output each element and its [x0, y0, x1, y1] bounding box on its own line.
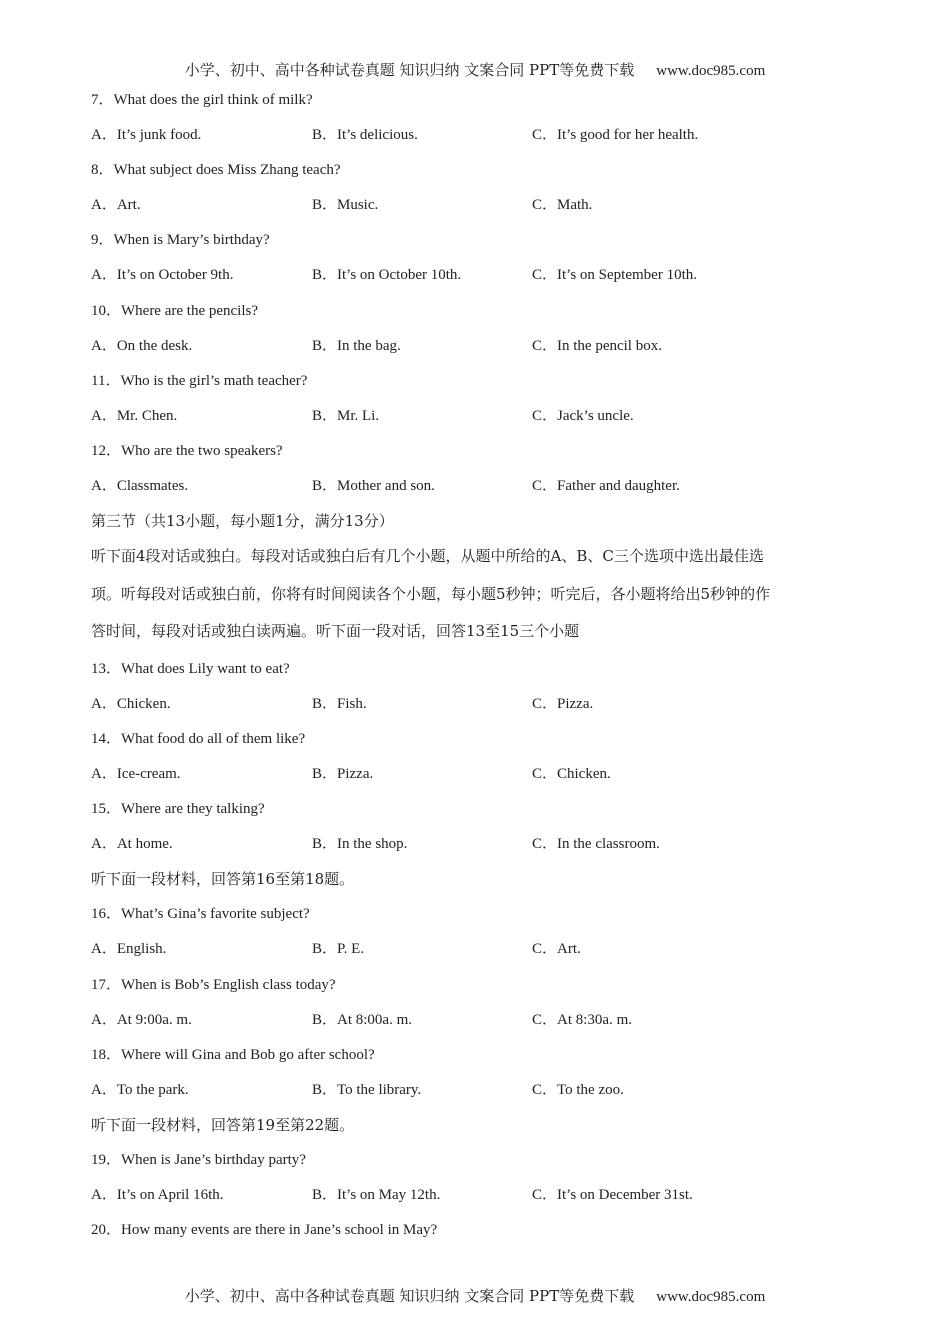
- options-7: [91, 124, 871, 159]
- option-a: A．It’s junk food.: [91, 127, 202, 144]
- option-c: C．It’s on December 31st.: [532, 1187, 693, 1204]
- option-a: A．It’s on April 16th.: [91, 1187, 224, 1204]
- option-a: A．Ice-cream.: [91, 766, 181, 782]
- page-header: [0, 59, 950, 80]
- option-a: A．Classmates.: [91, 478, 189, 495]
- question-15: 15．Where are they talking?: [91, 801, 265, 818]
- question-9: 9．When is Mary’s birthday?: [91, 232, 270, 249]
- option-b: B．In the shop.: [312, 836, 408, 853]
- question-7: 7．What does the girl think of milk?: [91, 92, 313, 108]
- option-c: C．Pizza.: [532, 695, 594, 712]
- option-a: A．Art.: [91, 197, 141, 214]
- option-c: C．Chicken.: [532, 766, 611, 782]
- option-c: C．It’s on September 10th.: [532, 267, 697, 284]
- option-b: B．Music.: [312, 197, 379, 214]
- option-b: B．P. E.: [312, 941, 365, 958]
- question-16: 16．What’s Gina’s favorite subject?: [91, 906, 310, 923]
- options-15: [91, 833, 871, 868]
- footer-url[interactable]: www.doc985.com: [656, 1289, 766, 1305]
- option-b: B．Mother and son.: [312, 478, 435, 495]
- option-a: A．Chicken.: [91, 695, 171, 712]
- header-text: 小学、初中、高中各种试卷真题 知识归纳 文案合同 PPT等免费下载: [184, 61, 635, 79]
- option-b: B．Pizza.: [312, 766, 374, 782]
- options-9: [91, 264, 871, 299]
- option-b: B．It’s on October 10th.: [312, 267, 462, 284]
- intro-16-18: 听下面一段材料，回答第16至第18题。: [91, 870, 355, 889]
- question-11: 11．Who is the girl’s math teacher?: [91, 372, 308, 389]
- page-footer: [0, 1285, 950, 1306]
- option-a: A．At 9:00a. m.: [91, 1011, 192, 1028]
- option-b: B．It’s on May 12th.: [312, 1187, 441, 1204]
- question-10: 10．Where are the pencils?: [91, 302, 258, 319]
- exam-content: [91, 89, 871, 1254]
- option-c: C．In the classroom.: [532, 836, 660, 853]
- question-19: 19．When is Jane’s birthday party?: [91, 1152, 306, 1169]
- options-12: [91, 475, 871, 510]
- option-c: C．Father and daughter.: [532, 478, 680, 495]
- options-19: [91, 1184, 871, 1219]
- option-b: B．To the library.: [312, 1081, 422, 1098]
- options-16: [91, 938, 871, 973]
- option-c: C．Math.: [532, 197, 593, 214]
- options-18: [91, 1079, 871, 1114]
- option-c: C．In the pencil box.: [532, 337, 662, 354]
- option-c: C．Art.: [532, 941, 581, 958]
- question-8: 8．What subject does Miss Zhang teach?: [91, 162, 341, 179]
- option-b: B．Mr. Li.: [312, 407, 380, 424]
- option-b: B．In the bag.: [312, 337, 401, 354]
- option-c: C．Jack’s uncle.: [532, 407, 634, 424]
- option-b: B．Fish.: [312, 695, 367, 712]
- option-a: A．It’s on October 9th.: [91, 267, 234, 284]
- instruction-line: 答时间，每段对话或独白读两遍。听下面一段对话，回答13至15三个小题: [91, 622, 580, 641]
- option-b: B．It’s delicious.: [312, 127, 418, 144]
- option-a: A．To the park.: [91, 1081, 189, 1098]
- instruction-line: 听下面4段对话或独白。每段对话或独白后有几个小题，从题中所给的A、B、C三个选项中选出最佳选: [91, 547, 764, 566]
- options-10: [91, 335, 871, 370]
- options-13: [91, 693, 871, 728]
- options-17: [91, 1009, 871, 1044]
- options-11: [91, 405, 871, 440]
- question-20: 20．How many events are there in Jane’s school in May?: [91, 1222, 438, 1239]
- options-8: [91, 194, 871, 229]
- option-c: C．At 8:30a. m.: [532, 1011, 632, 1028]
- question-14: 14．What food do all of them like?: [91, 730, 306, 747]
- question-17: 17．When is Bob’s English class today?: [91, 976, 336, 993]
- options-14: [91, 763, 871, 798]
- question-12: 12．Who are the two speakers?: [91, 442, 283, 459]
- section-title: 第三节（共13小题，每小题1分，满分13分）: [91, 512, 394, 531]
- option-b: B．At 8:00a. m.: [312, 1011, 412, 1028]
- section-instructions: [91, 545, 871, 658]
- option-a: A．On the desk.: [91, 337, 193, 354]
- question-13: 13．What does Lily want to eat?: [91, 660, 290, 677]
- option-c: C．To the zoo.: [532, 1081, 624, 1098]
- option-a: A．At home.: [91, 836, 173, 853]
- option-a: A．Mr. Chen.: [91, 407, 178, 424]
- option-a: A．English.: [91, 941, 167, 958]
- header-url[interactable]: www.doc985.com: [656, 63, 766, 79]
- option-c: C．It’s good for her health.: [532, 127, 699, 144]
- question-18: 18．Where will Gina and Bob go after school?: [91, 1046, 375, 1063]
- intro-19-22: 听下面一段材料，回答第19至第22题。: [91, 1115, 355, 1134]
- instruction-line: 项。听每段对话或独白前，你将有时间阅读各个小题，每小题5秒钟；听完后，各小题将给出5秒钟的作: [91, 584, 771, 603]
- footer-text: 小学、初中、高中各种试卷真题 知识归纳 文案合同 PPT等免费下载: [184, 1287, 635, 1305]
